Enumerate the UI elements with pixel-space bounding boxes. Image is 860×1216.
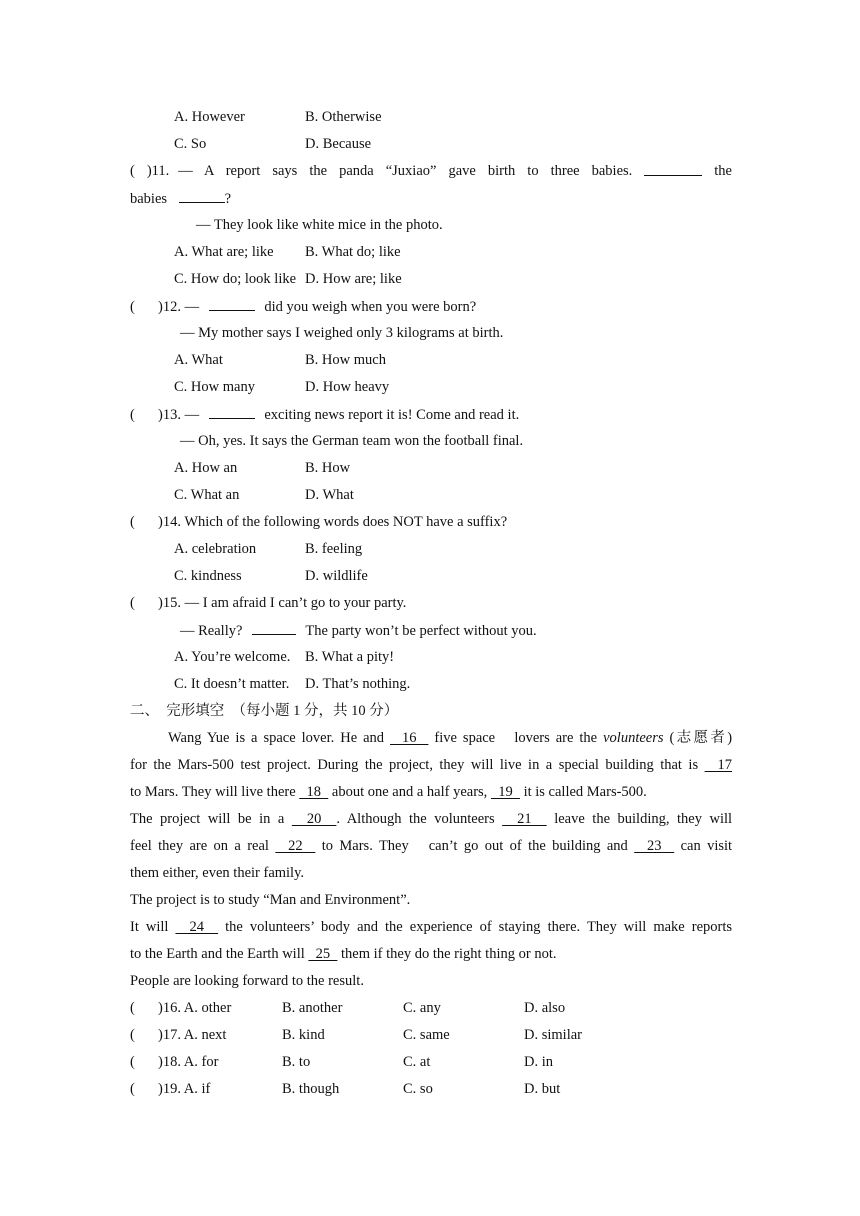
cloze-19-option-c: C. so bbox=[403, 1081, 433, 1097]
q13-option-a: A. How an bbox=[174, 460, 238, 476]
q11-option-d: D. How are; like bbox=[305, 271, 402, 287]
passage-line-3 bbox=[130, 779, 732, 806]
q15-options-row2 bbox=[130, 671, 732, 698]
q11-reply: — They look like white mice in the photo. bbox=[196, 217, 443, 233]
q14-option-a: A. celebration bbox=[174, 541, 257, 557]
exam-page bbox=[130, 104, 732, 1103]
q15-option-b: B. What a pity! bbox=[305, 649, 395, 665]
q14-option-c: C. kindness bbox=[174, 568, 242, 584]
passage-line-10: People are looking forward to the result. bbox=[130, 973, 364, 989]
blank-17: 17 bbox=[704, 757, 733, 773]
q11-question-mark: ? bbox=[224, 191, 232, 207]
q13-option-d: D. What bbox=[305, 487, 354, 503]
q12-reply: — My mother says I weighed only 3 kilograms at birth. bbox=[180, 325, 504, 341]
q13-option-c: C. What an bbox=[174, 487, 240, 503]
cloze-18-option-b: B. to bbox=[282, 1054, 311, 1070]
passage-text: (志愿者) bbox=[669, 730, 733, 746]
cloze-17-option-c: C. same bbox=[403, 1027, 450, 1043]
q10-option-c: C. So bbox=[174, 136, 207, 152]
q12-option-c: C. How many bbox=[174, 379, 255, 395]
blank-23: 23 bbox=[634, 838, 675, 854]
passage-line-4 bbox=[130, 806, 732, 833]
q13-reply: — Oh, yes. It says the German team won the football final. bbox=[180, 433, 524, 449]
cloze-16-option-a: )16. A. other bbox=[158, 1000, 232, 1016]
blank-25: 25 bbox=[308, 946, 338, 962]
passage-text: them if they do the right thing or not. bbox=[341, 946, 557, 962]
q11-stem-the: the bbox=[714, 163, 732, 179]
cloze-16-option-c: C. any bbox=[403, 1000, 441, 1016]
q13-number: )13. — bbox=[158, 407, 200, 423]
q12-number: )12. — bbox=[158, 299, 200, 315]
q12-blank bbox=[209, 293, 255, 311]
q10-option-d: D. Because bbox=[305, 136, 372, 152]
passage-line-7: The project is to study “Man and Environment”. bbox=[130, 892, 411, 908]
q11-option-a: A. What are; like bbox=[174, 244, 274, 260]
q15-options-row1 bbox=[130, 644, 732, 671]
cloze-row-19 bbox=[130, 1076, 732, 1103]
cloze-19-option-b: B. though bbox=[282, 1081, 340, 1097]
cloze-17-option-d: D. similar bbox=[524, 1027, 582, 1043]
q12-options-row1 bbox=[130, 347, 732, 374]
q10-options-row1 bbox=[130, 104, 732, 131]
q14-options-row1 bbox=[130, 536, 732, 563]
q11-options-row1 bbox=[130, 239, 732, 266]
answer-paren-open: ( bbox=[130, 1054, 135, 1070]
q15-reply bbox=[130, 617, 732, 644]
q14-options-row2 bbox=[130, 563, 732, 590]
passage-text: for the Mars-500 test project. During the project, they will live in a special building that is bbox=[130, 757, 699, 773]
q13-option-b: B. How bbox=[305, 460, 351, 476]
cloze-17-option-b: B. kind bbox=[282, 1027, 325, 1043]
q12-option-d: D. How heavy bbox=[305, 379, 390, 395]
blank-20: 20 bbox=[291, 811, 337, 827]
q12-options-row2 bbox=[130, 374, 732, 401]
q14-stem bbox=[130, 509, 732, 536]
q10-option-b: B. Otherwise bbox=[305, 109, 382, 125]
q11-blank-1 bbox=[644, 158, 702, 176]
cloze-row-16 bbox=[130, 995, 732, 1022]
passage-text: . Although the volunteers bbox=[336, 811, 495, 827]
passage-text: five space lovers are the bbox=[434, 730, 598, 746]
passage-text: the volunteers’ body and the experience of staying there. They will make reports bbox=[225, 919, 733, 935]
answer-paren-open: ( bbox=[130, 163, 135, 179]
blank-24: 24 bbox=[175, 919, 219, 935]
q15-reply-text-2: The party won’t be perfect without you. bbox=[305, 623, 537, 639]
q12-option-b: B. How much bbox=[305, 352, 386, 368]
q13-stem bbox=[130, 401, 732, 428]
passage-line-1 bbox=[130, 725, 732, 752]
q14-option-d: D. wildlife bbox=[305, 568, 368, 584]
q13-options-row1 bbox=[130, 455, 732, 482]
answer-paren-open: ( bbox=[130, 1000, 135, 1016]
cloze-17-option-a: )17. A. next bbox=[158, 1027, 227, 1043]
passage-italic-term: volunteers bbox=[603, 730, 664, 746]
q15-blank bbox=[252, 617, 296, 635]
passage-text: feel they are on a real bbox=[130, 838, 269, 854]
q11-stem bbox=[130, 158, 732, 185]
passage-text: The project will be in a bbox=[130, 811, 285, 827]
q11-stem-babies: babies bbox=[130, 191, 168, 207]
q11-blank-2 bbox=[179, 185, 225, 203]
passage-line-6: them either, even their family. bbox=[130, 865, 305, 881]
blank-19: 19 bbox=[490, 784, 520, 800]
q13-stem-text: exciting news report it is! Come and read it. bbox=[264, 407, 520, 423]
cloze-16-option-b: B. another bbox=[282, 1000, 343, 1016]
cloze-18-option-c: C. at bbox=[403, 1054, 431, 1070]
passage-text: about one and a half years, bbox=[331, 784, 488, 800]
q13-blank bbox=[209, 401, 255, 419]
q10-options-row2 bbox=[130, 131, 732, 158]
q15-option-c: C. It doesn’t matter. bbox=[174, 676, 290, 692]
cloze-18-option-a: )18. A. for bbox=[158, 1054, 219, 1070]
q13-options-row2 bbox=[130, 482, 732, 509]
passage-text: to Mars. They can’t go out of the building and bbox=[321, 838, 628, 854]
q12-option-a: A. What bbox=[174, 352, 223, 368]
blank-22: 22 bbox=[275, 838, 316, 854]
q11-number: )11. bbox=[146, 163, 170, 179]
passage-text: can visit bbox=[680, 838, 733, 854]
passage-text: to the Earth and the Earth will bbox=[130, 946, 305, 962]
blank-18: 18 bbox=[299, 784, 329, 800]
q11-option-b: B. What do; like bbox=[305, 244, 401, 260]
q14-stem-text: )14. Which of the following words does NOT have a suffix? bbox=[158, 514, 508, 530]
q12-stem-text: did you weigh when you were born? bbox=[264, 299, 477, 315]
blank-21: 21 bbox=[502, 811, 547, 827]
passage-line-8 bbox=[130, 914, 732, 941]
cloze-row-18 bbox=[130, 1049, 732, 1076]
answer-paren-open: ( bbox=[130, 1081, 135, 1097]
section-title: 二、 完形填空 （每小题 1 分，共 10 分） bbox=[130, 703, 399, 719]
cloze-19-option-a: )19. A. if bbox=[158, 1081, 211, 1097]
q15-option-d: D. That’s nothing. bbox=[305, 676, 411, 692]
cloze-19-option-d: D. but bbox=[524, 1081, 561, 1097]
q12-stem bbox=[130, 293, 732, 320]
q11-option-c: C. How do; look like bbox=[174, 271, 297, 287]
q10-option-a: A. However bbox=[174, 109, 245, 125]
passage-text: Wang Yue is a space lover. He and bbox=[168, 730, 385, 746]
q15-stem-text: )15. — I am afraid I can’t go to your party. bbox=[158, 595, 407, 611]
answer-paren-open: ( bbox=[130, 514, 135, 530]
answer-paren-open: ( bbox=[130, 595, 135, 611]
q15-option-a: A. You’re welcome. bbox=[174, 649, 291, 665]
passage-text: leave the building, they will bbox=[554, 811, 733, 827]
q15-stem bbox=[130, 590, 732, 617]
passage-line-9 bbox=[130, 941, 732, 968]
blank-16: 16 bbox=[390, 730, 429, 746]
q11-stem-text: — A report says the panda “Juxiao” gave birth to three babies. bbox=[178, 163, 633, 179]
cloze-16-option-d: D. also bbox=[524, 1000, 566, 1016]
cloze-row-17 bbox=[130, 1022, 732, 1049]
q11-stem-cont bbox=[130, 185, 732, 212]
q14-option-b: B. feeling bbox=[305, 541, 363, 557]
passage-text: It will bbox=[130, 919, 169, 935]
answer-paren-open: ( bbox=[130, 407, 135, 423]
answer-paren-open: ( bbox=[130, 1027, 135, 1043]
q15-reply-text-1: — Really? bbox=[180, 623, 243, 639]
passage-line-5 bbox=[130, 833, 732, 860]
q11-options-row2 bbox=[130, 266, 732, 293]
passage-line-2 bbox=[130, 752, 732, 779]
cloze-18-option-d: D. in bbox=[524, 1054, 553, 1070]
passage-text: it is called Mars-500. bbox=[523, 784, 647, 800]
answer-paren-open: ( bbox=[130, 299, 135, 315]
passage-text: to Mars. They will live there bbox=[130, 784, 296, 800]
